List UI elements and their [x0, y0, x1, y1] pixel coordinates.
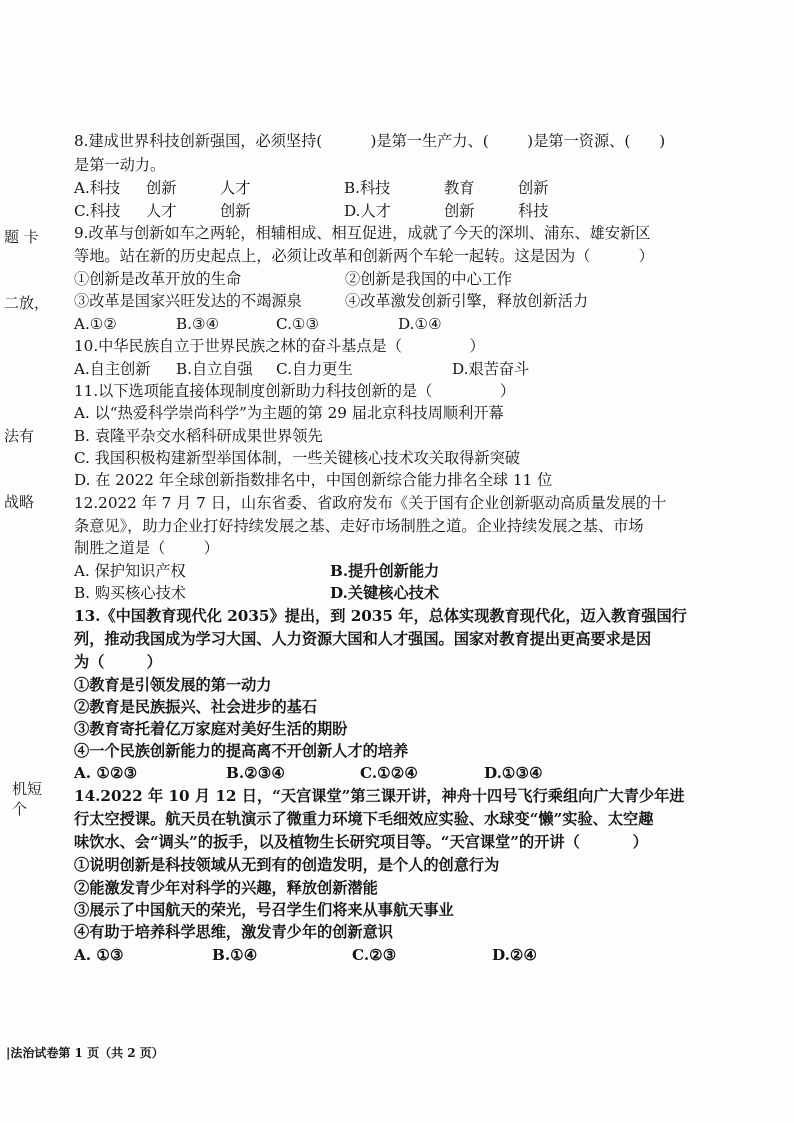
question-11-stem: 11.以下选项能直接体现制度创新助力科技创新的是（ ）: [74, 382, 516, 400]
option-b: B.③④: [176, 315, 220, 333]
option-a-item: 创新: [146, 179, 177, 197]
question-14-statement-4: ④有助于培养科学思维，激发青少年的创新意识: [74, 923, 393, 941]
option-d: D.①④: [398, 315, 442, 333]
option-a: A.科技: [74, 179, 121, 197]
question-9-statement-4: ④改革激发创新引擎，释放创新活力: [345, 292, 588, 310]
option-d: D.②④: [492, 946, 538, 964]
question-14-stem: 14.2022 年 10 月 12 日，“天宫课堂”第三课开讲，神舟十四号飞行乘组向广大青少年进: [74, 787, 685, 805]
option-c: C.自力更生: [276, 360, 353, 378]
question-14-statement-1: ①说明创新是科技领域从无到有的创造发明，是个人的创意行为: [74, 856, 500, 874]
question-14-stem-cont: 行太空授课。航天员在轨演示了微重力环境下毛细效应实验、水球变“懒”实验、太空趣: [74, 810, 654, 828]
option-b: B.科技: [344, 179, 391, 197]
margin-note: 法有: [4, 427, 35, 445]
option-c: C.②③: [352, 946, 397, 964]
question-12-stem-cont: 条意见》，助力企业打好持续发展之基、走好市场制胜之道。企业持续发展之基、市场: [74, 517, 644, 535]
question-14-statement-3: ③展示了中国航天的荣光，号召学生们将来从事航天事业: [74, 901, 454, 919]
question-11-option-a: A. 以“热爱科学崇尚科学”为主题的第 29 届北京科技周顺利开幕: [74, 404, 504, 422]
question-8-stem-cont: 是第一动力。: [74, 156, 166, 174]
option-d: D.人才: [344, 202, 391, 220]
question-14-stem-cont: 味饮水、会“调头”的扳手，以及植物生长研究项目等。“天宫课堂”的开讲（ ）: [74, 833, 648, 851]
option-a: A.自主创新: [74, 360, 151, 378]
option-d-item: 创新: [444, 202, 475, 220]
question-13-stem: 13.《中国教育现代化 2035》提出，到 2035 年，总体实现教育现代化，迈入教育强国行: [74, 607, 687, 625]
margin-note: 二放，: [4, 294, 50, 312]
option-b-item: 教育: [444, 179, 475, 197]
question-9-statement-1: ①创新是改革开放的生命: [74, 270, 242, 288]
option-d: D.艰苦奋斗: [452, 360, 530, 378]
question-14-options: [74, 945, 674, 965]
question-12-option-a: A. 保护知识产权: [74, 562, 186, 580]
question-8-stem: 8.建成世界科技创新强国，必须坚持( )是第一生产力、( )是第一资源、( ): [74, 132, 666, 150]
question-13-statement-4: ④一个民族创新能力的提高离不开创新人才的培养: [74, 742, 409, 760]
margin-note: 战略: [4, 493, 35, 511]
option-c-item: 人才: [146, 202, 177, 220]
question-12-option-d: D.关键核心技术: [330, 584, 440, 602]
question-8-option-row-1: [74, 178, 674, 198]
option-d-item: 科技: [518, 202, 549, 220]
option-b: B.②③④: [226, 764, 285, 782]
option-b: B.自立自强: [176, 360, 253, 378]
question-13-options: [74, 763, 674, 783]
margin-note: 个: [12, 800, 28, 818]
question-13-statement-1: ①教育是引领发展的第一动力: [74, 676, 272, 694]
question-12-stem: 12.2022 年 7 月 7 日，山东省委、省政府发布《关于国有企业创新驱动高质量发展的十: [74, 494, 667, 512]
option-b: B.①④: [212, 946, 258, 964]
question-9-statement-3: ③改革是国家兴旺发达的不竭源泉: [74, 292, 302, 310]
option-a: A. ①③: [74, 946, 124, 964]
question-10-stem: 10.中华民族自立于世界民族之林的奋斗基点是（ ）: [74, 337, 485, 355]
option-a: A. ①②③: [74, 764, 138, 782]
option-c: C.①③: [276, 315, 320, 333]
option-c: C.科技: [74, 202, 121, 220]
question-9-options: [74, 314, 674, 334]
margin-note: 题 卡: [4, 228, 39, 246]
option-b-item: 创新: [518, 179, 549, 197]
question-11-option-b: B. 袁隆平杂交水稻科研成果世界领先: [74, 427, 323, 445]
question-13-stem-cont: 列，推动我国成为学习大国、人力资源大国和人才强国。国家对教育提出更高要求是因: [74, 630, 652, 648]
option-d: D.①③④: [484, 764, 543, 782]
question-12-stem-cont: 制胜之道是（ ）: [74, 539, 219, 557]
question-11-option-d: D. 在 2022 年全球创新指数排名中，中国创新综合能力排名全球 11 位: [74, 471, 553, 489]
question-12-option-b: B.提升创新能力: [330, 562, 440, 580]
option-c: C.①②④: [360, 764, 418, 782]
question-14-statement-2: ②能激发青少年对科学的兴趣，释放创新潜能: [74, 879, 378, 897]
question-10-options: [74, 359, 674, 379]
question-9-stem-cont: 等地。站在新的历史起点上，必须让改革和创新两个车轮一起转。这是因为（ ）: [74, 247, 654, 265]
margin-note: 机短: [12, 780, 43, 798]
question-11-option-c: C. 我国积极构建新型举国体制，一些关键核心技术攻关取得新突破: [74, 449, 520, 467]
question-8-option-row-2: [74, 201, 674, 221]
option-c-item: 创新: [220, 202, 251, 220]
question-12-option-c: B. 购买核心技术: [74, 584, 186, 602]
option-a: A.①②: [74, 315, 118, 333]
question-13-statement-3: ③教育寄托着亿万家庭对美好生活的期盼: [74, 720, 348, 738]
question-9-statement-2: ②创新是我国的中心工作: [345, 270, 513, 288]
question-9-stem: 9.改革与创新如车之两轮，相辅相成、相互促进，成就了今天的深圳、浦东、雄安新区: [74, 224, 651, 242]
question-13-statement-2: ②教育是民族振兴、社会进步的基石: [74, 698, 317, 716]
question-13-stem-cont: 为（ ）: [74, 653, 162, 671]
option-a-item: 人才: [220, 179, 251, 197]
page-footer: |法治试卷第 1 页（共 2 页）: [6, 1046, 164, 1060]
